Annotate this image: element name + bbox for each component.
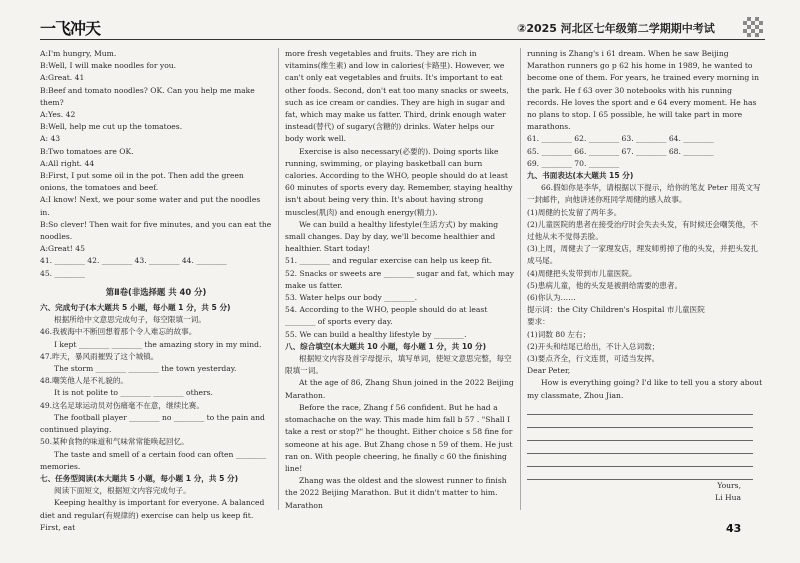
question-prompt: 47.昨天，暴风雨摧毁了这个城镇。 (40, 351, 159, 361)
column-divider (278, 48, 279, 510)
section-heading: 六、完成句子(本大题共 5 小题，每小题 1 分，共 5 分) (40, 303, 231, 313)
question-blank: 53. Water helps our body ________. (285, 293, 418, 303)
writing-line[interactable] (527, 441, 753, 454)
dialogue-line: B:So clever! Then wait for five minutes, and you can eat the noodles. (40, 219, 272, 242)
instruction: 阅读下面短文，根据短文内容完成句子。 (54, 486, 191, 496)
dialogue-line: A:I know! Next, we pour some water and put the noodles in. (40, 195, 261, 217)
column-divider (520, 48, 521, 510)
question-prompt: 48.嘲笑他人是不礼貌的。 (40, 376, 129, 386)
writing-line[interactable] (527, 467, 753, 480)
exam-title: ②2025 河北区七年级第二学期期中考试 (517, 22, 715, 35)
dialogue-line: A: 43 (40, 134, 61, 144)
question-prompt: 46.我被海中不断回想着那个令人难忘的故事。 (40, 327, 197, 337)
passage-paragraph: We can build a healthy lifestyle(生活方式) by making small changes. Day by day, we'll become healthier and healthier. Start today! (285, 219, 499, 254)
question-blank: 52. Snacks or sweets are ________ sugar and fat, which may make us fatter. (285, 268, 515, 290)
writing-point: (1)周健的长发留了两年多。 (527, 207, 622, 217)
column-right (527, 48, 763, 510)
answer-blanks: 69. ________ 70. ________ (527, 158, 620, 168)
requirement: (2)开头和结尾已给出，不计入总词数； (527, 341, 660, 351)
question-blank: The football player ________ no ________ to the pain and continued playing. (40, 412, 265, 435)
dialogue-line: B:First, I put some oil in the pot. Then add the green onions, the tomatoes and beef. (40, 171, 244, 193)
passage-paragraph: At the age of 86, Zhang Shun joined in the 2022 Beijing Marathon. (285, 378, 514, 400)
question-blank: The taste and smell of a certain food can often ________ memories. (40, 449, 267, 471)
answer-blanks: 45. ________ (40, 268, 85, 278)
question-blank: It is not polite to ________ ________ others. (54, 388, 213, 398)
question-blank: I kept ________ ________ the amazing story in my mind. (54, 339, 262, 349)
part-heading: 第Ⅱ卷(非选择题 共 40 分) (105, 286, 207, 297)
dialogue-line: A:Great. 41 (40, 73, 85, 83)
writing-point: (5)患病儿童，他的头发是被捐给需要的患者。 (527, 280, 683, 290)
checker-pattern-icon (743, 17, 763, 37)
section-heading: 九、书面表达(本大题共 15 分) (527, 171, 634, 181)
header-divider (40, 39, 765, 40)
question-blank: 51. ________ and regular exercise can help us keep fit. (285, 256, 493, 266)
writing-line[interactable] (527, 454, 753, 467)
hint-words: 提示词：the City Children's Hospital 市儿童医院 (527, 305, 705, 315)
dialogue-line: A:All right. 44 (40, 158, 95, 168)
dialogue-line: B:Two tomatoes are OK. (40, 146, 134, 156)
column-left (40, 48, 272, 532)
writing-point: (3)上周，周健去了一家理发店，理发师剪掉了他的头发，并把头发扎成马尾。 (527, 244, 758, 266)
letter-opening: How is everything going? I'd like to tell you a story about my classmate, Zhou Jian. (527, 378, 763, 400)
dialogue-line: B:Well, I will make noodles for you. (40, 61, 177, 71)
passage-paragraph: Before the race, Zhang f 56 confident. But he had a stomachache on the way. This made him fall b 57 . "Shall I take a rest or stop?" he thought. Either choice s 58 fine for someone at his age. But Zhang chose n 59 of them. He just ran on. With people cheering, he finally c 60 the finishing line! (285, 402, 513, 473)
dialogue-line: B:Well, help me cut up the tomatoes. (40, 122, 183, 132)
passage-paragraph: Keeping healthy is important for everyone. A balanced diet and regular(有规律的) exercise can help us keep fit. First, eat (40, 498, 265, 532)
letter-greeting: Dear Peter, (527, 366, 571, 376)
dialogue-line: B:Beef and tomato noodles? OK. Can you help me make them? (40, 85, 255, 107)
writing-point: (4)周健把头发带到市儿童医院。 (527, 268, 637, 278)
writing-line[interactable] (527, 428, 753, 441)
section-heading: 八、综合填空(本大题共 10 小题，每小题 1 分，共 10 分) (285, 341, 487, 351)
dialogue-line: A:Great! 45 (40, 244, 85, 254)
passage-paragraph: more fresh vegetables and fruits. They are rich in vitamins(维生素) and low in calories(卡路里). However, we can't only eat vegetables and fruits. It's important to eat other foods. Second, don't eat too many snacks or sweets, such as ice cream or candies. They are high in sugar and fat, which may make us fatter. Third, drink enough water instead(替代) of sugary(含糖的) drinks. Water helps our body work well. (285, 49, 509, 144)
section-heading: 七、任务型阅读(本大题共 5 小题，每小题 1 分，共 5 分) (40, 473, 239, 483)
passage-paragraph: Exercise is also necessary(必要的). Doing sports like running, swimming, or playing basketball can burn calories. According to the WHO, people should do at least 60 minutes of sports every day. Remember, staying healthy isn't about being very thin. It's about having strong muscles(肌肉) and enough energy(精力). (285, 146, 513, 217)
column-middle (285, 48, 515, 510)
requirements-label: 要求： (527, 317, 550, 327)
answer-blanks: 41. ________ 42. ________ 43. ________ 44. ________ (40, 256, 227, 266)
brand-logo: 一飞冲天 (40, 19, 101, 38)
question-prompt: 50.某种食物的味道和气味常常能唤起回忆。 (40, 437, 189, 447)
dialogue-line: A:Yes. 42 (40, 110, 76, 120)
passage-paragraph: running is Zhang's i 61 dream. When he saw Beijing Marathon runners go p 62 his home in 1989, he wanted to become one of them. For years, he trained every morning in the park. He f 63 over 30 notebooks with his running records. He loves the sport and e 64 every moment. He has no plans to stop. I 65 possible, he will take part in more marathons. (527, 49, 759, 132)
instruction: 根据短文内容及首字母提示，填写单词，使短文意思完整，每空限填一词。 (285, 354, 512, 376)
dialogue-line: A:I'm hungry, Mum. (40, 49, 117, 58)
writing-line[interactable] (527, 402, 753, 415)
writing-point: (2)儿童医院的患者在接受治疗时会失去头发，有时候还会嘲笑他，不过他从未不觉得丢脸。 (527, 219, 758, 242)
question-blank: The storm ________ ________ the town yesterday. (54, 364, 237, 374)
question-prompt: 49.这名足球运动员对伤痛毫不在意，继续比赛。 (40, 400, 204, 410)
question-blank: 54. According to the WHO, people should do at least ________ of sports every day. (285, 305, 488, 327)
page-number: 43 (726, 522, 742, 535)
passage-paragraph: Zhang was the oldest and the slowest runner to finish the 2022 Beijing Marathon. But it didn't matter to him. Marathon (285, 476, 507, 510)
instruction: 根据所给中文意思完成句子，每空限填一词。 (54, 315, 206, 325)
writing-point: (6)你认为…… (527, 293, 576, 303)
requirement: (1)词数 80 左右； (527, 329, 591, 339)
letter-signature: Li Hua (715, 493, 741, 503)
writing-line[interactable] (527, 415, 753, 428)
letter-closing: Yours, (717, 480, 741, 490)
writing-prompt: 66.假如你是李华，请根据以下提示，给你的笔友 Peter 用英文写一封邮件，向他讲述你班同学周健的感人故事。 (527, 183, 761, 205)
answer-blanks: 65. ________ 66. ________ 67. ________ 68. ________ (527, 146, 714, 156)
answer-blanks: 61. ________ 62. ________ 63. ________ 64. ________ (527, 134, 714, 144)
requirement: (3)要点齐全，行文连贯，可适当发挥。 (527, 354, 660, 364)
question-blank: 55. We can build a healthy lifestyle by ________. (285, 329, 467, 339)
